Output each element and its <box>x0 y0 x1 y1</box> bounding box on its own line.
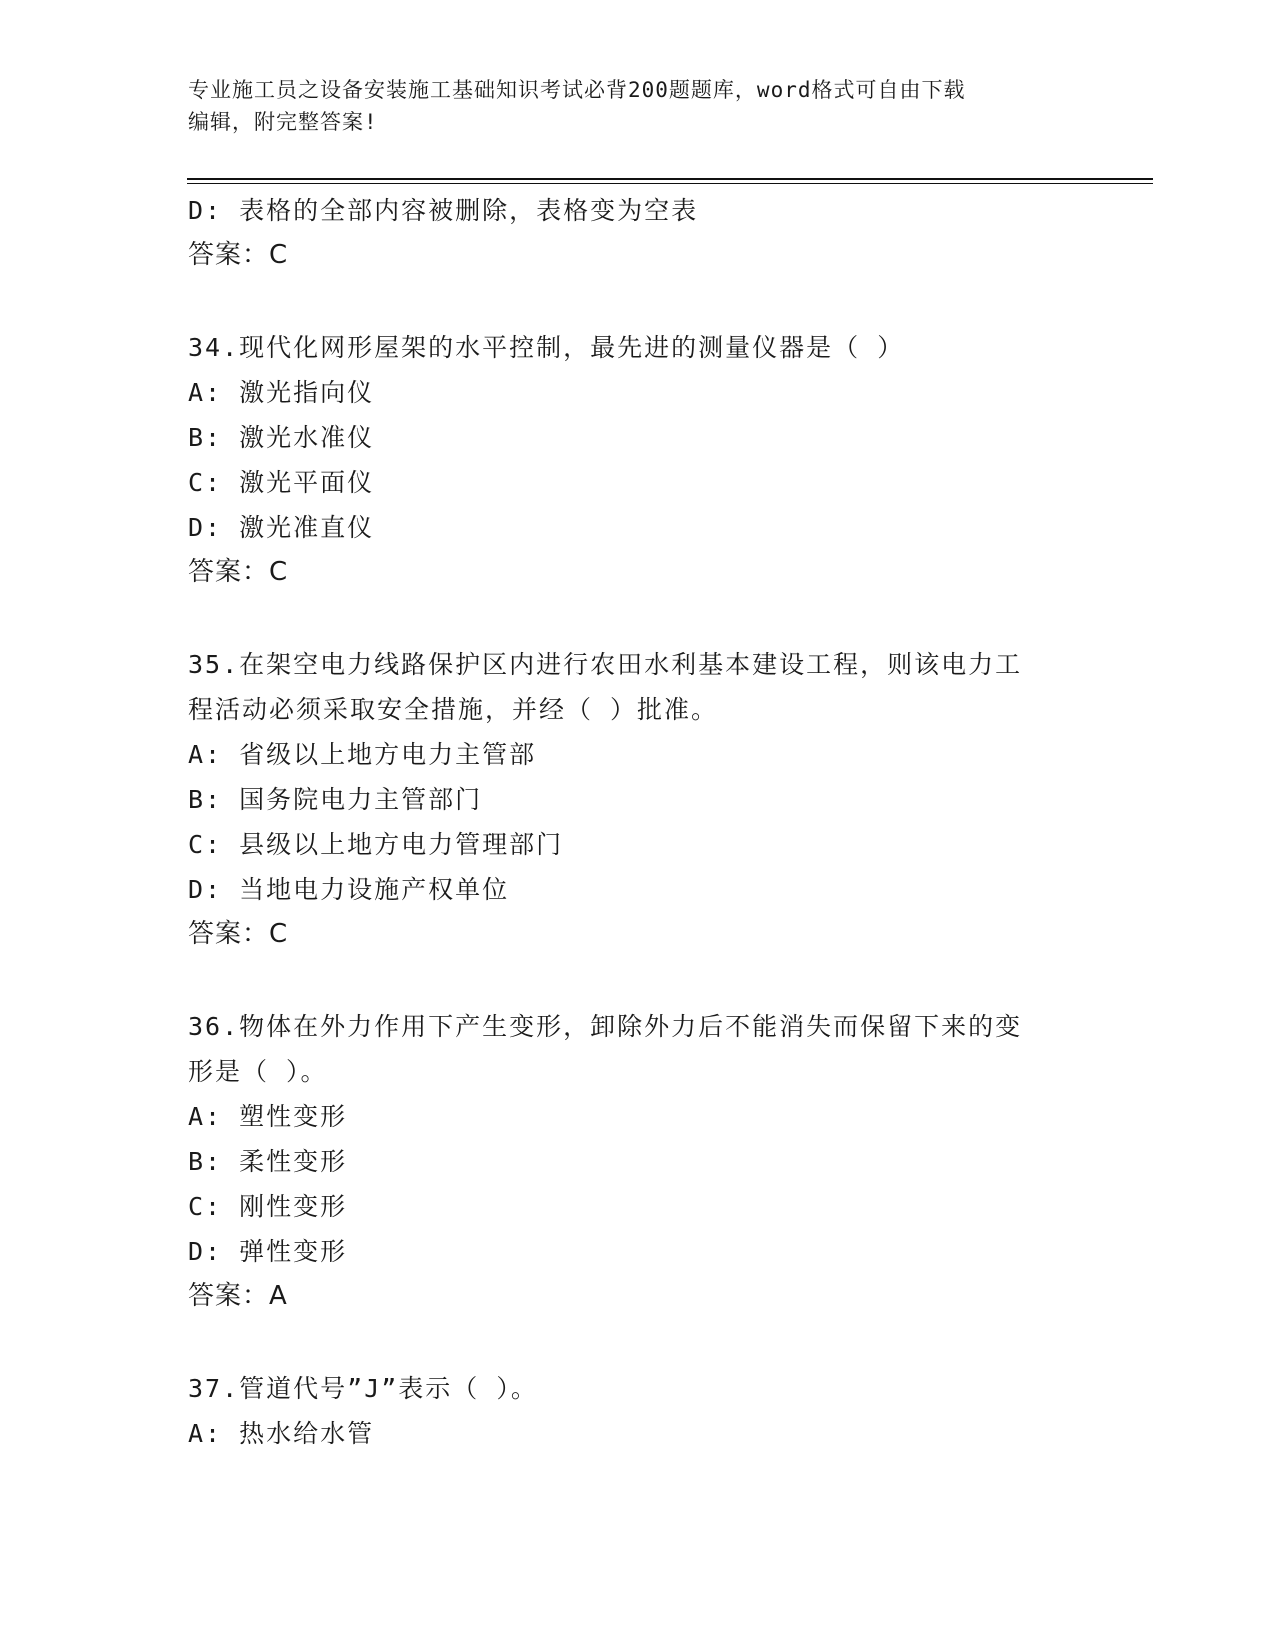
answer: 答案：A <box>188 1281 288 1311</box>
option-b: B: 柔性变形 <box>188 1147 348 1176</box>
question-stem-line-2: 形是（ ）。 <box>188 1057 328 1086</box>
option-c: C: 激光平面仪 <box>188 468 375 497</box>
option-d: D: 表格的全部内容被删除，表格变为空表 <box>188 196 699 225</box>
option-a: A: 热水给水管 <box>188 1419 375 1448</box>
question-stem: 34.现代化网形屋架的水平控制，最先进的测量仪器是（ ） <box>188 333 905 362</box>
option-a: A: 塑性变形 <box>188 1102 348 1131</box>
header-title-line-2: 编辑，附完整答案! <box>188 110 378 134</box>
option-d: D: 当地电力设施产权单位 <box>188 875 510 904</box>
answer: 答案：C <box>188 557 289 587</box>
option-a: A: 激光指向仪 <box>188 378 375 407</box>
option-c: C: 县级以上地方电力管理部门 <box>188 830 564 859</box>
question-stem: 37.管道代号”J”表示（ ）。 <box>188 1374 538 1403</box>
option-c: C: 刚性变形 <box>188 1192 348 1221</box>
option-d: D: 激光准直仪 <box>188 513 375 542</box>
answer: 答案：C <box>188 240 289 270</box>
option-b: B: 国务院电力主管部门 <box>188 785 483 814</box>
question-stem-line-1: 35.在架空电力线路保护区内进行农田水利基本建设工程，则该电力工 <box>188 650 1023 679</box>
question-stem-line-2: 程活动必须采取安全措施，并经（ ）批准。 <box>188 695 719 724</box>
question-36 <box>188 1004 1088 1319</box>
header-divider-thin <box>187 183 1153 184</box>
document-header <box>188 74 1088 138</box>
question-37 <box>188 1366 1088 1456</box>
answer: 答案：C <box>188 919 289 949</box>
header-divider-thick <box>187 178 1153 180</box>
question-34 <box>188 325 1088 595</box>
option-a: A: 省级以上地方电力主管部 <box>188 740 537 769</box>
question-stem-line-1: 36.物体在外力作用下产生变形，卸除外力后不能消失而保留下来的变 <box>188 1012 1023 1041</box>
option-b: B: 激光水准仪 <box>188 423 375 452</box>
question-list <box>188 188 1088 1456</box>
question-33-tail <box>188 188 1088 278</box>
header-title-line-1: 专业施工员之设备安装施工基础知识考试必背200题题库，word格式可自由下载 <box>188 78 966 102</box>
option-d: D: 弹性变形 <box>188 1237 348 1266</box>
question-35 <box>188 642 1088 957</box>
